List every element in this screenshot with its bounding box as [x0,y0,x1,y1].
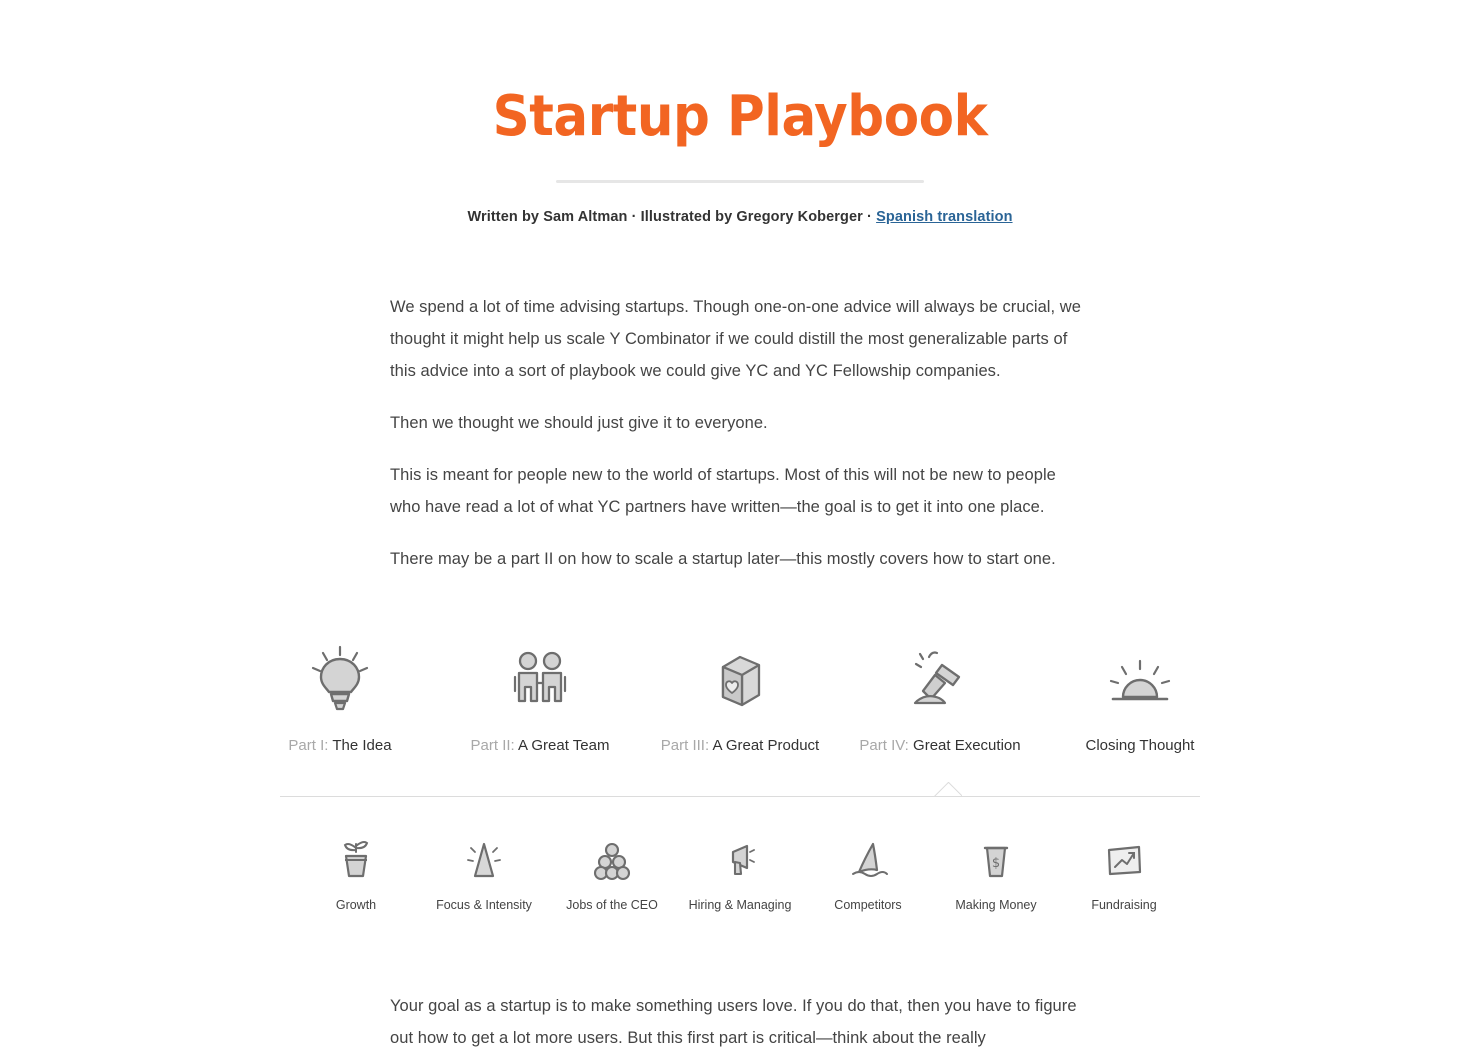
intro-paragraph-3: This is meant for people new to the world of startups. Most of this will not be new to people who have read a lot of what YC partners have written—the goal is to get it into one place. [390,465,1056,516]
part-nav-label-a-great-product [640,737,840,754]
part-nav-item-great-execution[interactable] [840,643,1040,754]
intro-paragraph-4: There may be a part II on how to scale a startup later—this mostly covers how to start one. [390,549,1056,568]
part-nav-label-the-idea [240,737,440,754]
sub-nav-label-competitors: Competitors [834,897,902,912]
part-nav-item-the-idea[interactable] [240,643,440,754]
sub-navigation [0,830,1480,912]
part-text-1: The Idea [332,736,392,754]
megaphone-icon [420,830,548,884]
byline-separator-1: · [627,208,641,225]
intro-paragraph-1: We spend a lot of time advising startups. Though one-on-one advice will always be crucial, we thought it might help us scale Y Combinator if we could distill the most generalizable parts of this advice into a sort of playbook we could give YC and YC Fellowship companies. [390,297,1081,380]
shark-fin-icon [804,830,932,884]
sub-nav-item-focus-intensity[interactable] [420,830,548,912]
part-text-2: A Great Team [518,736,610,754]
two-people-icon [440,643,640,715]
stacked-balls-icon [548,830,676,884]
hammer-icon [840,643,1040,715]
parts-navigation [0,643,1480,754]
chart-up-icon [1060,830,1188,884]
byline-separator-2: · [862,208,877,225]
part-nav-label-a-great-team [440,737,640,754]
part-number-4: Part IV: [859,736,909,754]
sunrise-icon [1040,643,1240,715]
sub-nav-item-making-money[interactable] [932,830,1060,912]
sub-nav-label-making-money: Making Money [955,897,1037,912]
title-divider [556,180,924,183]
sub-nav-item-competitors[interactable] [804,830,932,912]
part-number-1: Part I: [288,736,329,754]
plant-pot-icon [292,830,420,884]
part-number-3: Part III: [660,736,710,754]
body-paragraph-1: Your goal as a startup is to make something users love. If you do that, then you have to figure out how to get a lot more users. But this first part is critical—think about the really [390,996,1077,1047]
part-nav-label-great-execution [840,737,1040,754]
body-section [390,990,1090,1054]
lightbulb-icon [240,643,440,715]
part-text-3: A Great Product [712,736,820,754]
nav-active-arrow-icon [934,782,962,796]
sub-nav-label-focus-intensity: Focus & Intensity [436,897,532,912]
byline-author: Written by Sam Altman [467,208,628,225]
part-nav-item-a-great-team[interactable] [440,643,640,754]
megaphone-small-icon [676,830,804,884]
sub-nav-item-growth[interactable] [292,830,420,912]
sub-nav-label-jobs-of-the-ceo: Jobs of the CEO [566,897,658,912]
part-text-4: Great Execution [913,736,1021,754]
byline-illustrator: Illustrated by Gregory Koberger [640,208,863,225]
page-title: Startup Playbook [492,84,988,149]
nav-divider-wrapper [280,796,1200,798]
part-nav-label-closing-thought [1040,737,1240,754]
sub-nav-item-fundraising[interactable] [1060,830,1188,912]
part-nav-item-closing-thought[interactable] [1040,643,1240,754]
sub-nav-item-jobs-of-the-ceo[interactable] [548,830,676,912]
spanish-translation-link[interactable]: Spanish translation [876,208,1013,225]
intro-paragraph-2: Then we thought we should just give it to everyone. [390,413,768,432]
sub-nav-item-hiring-managing[interactable] [676,830,804,912]
sub-nav-label-hiring-managing: Hiring & Managing [688,897,792,912]
part-text-5: Closing Thought [1085,736,1195,754]
part-nav-item-a-great-product[interactable] [640,643,840,754]
part-number-2: Part II: [470,736,515,754]
money-cup-icon [932,830,1060,884]
byline [0,209,1480,225]
sub-nav-label-growth: Growth [335,897,377,912]
svg-text:$: $ [991,855,1001,871]
intro-section [390,291,1090,575]
sub-nav-label-fundraising: Fundraising [1091,897,1157,912]
box-with-heart-icon [640,643,840,715]
nav-divider [280,796,1200,797]
